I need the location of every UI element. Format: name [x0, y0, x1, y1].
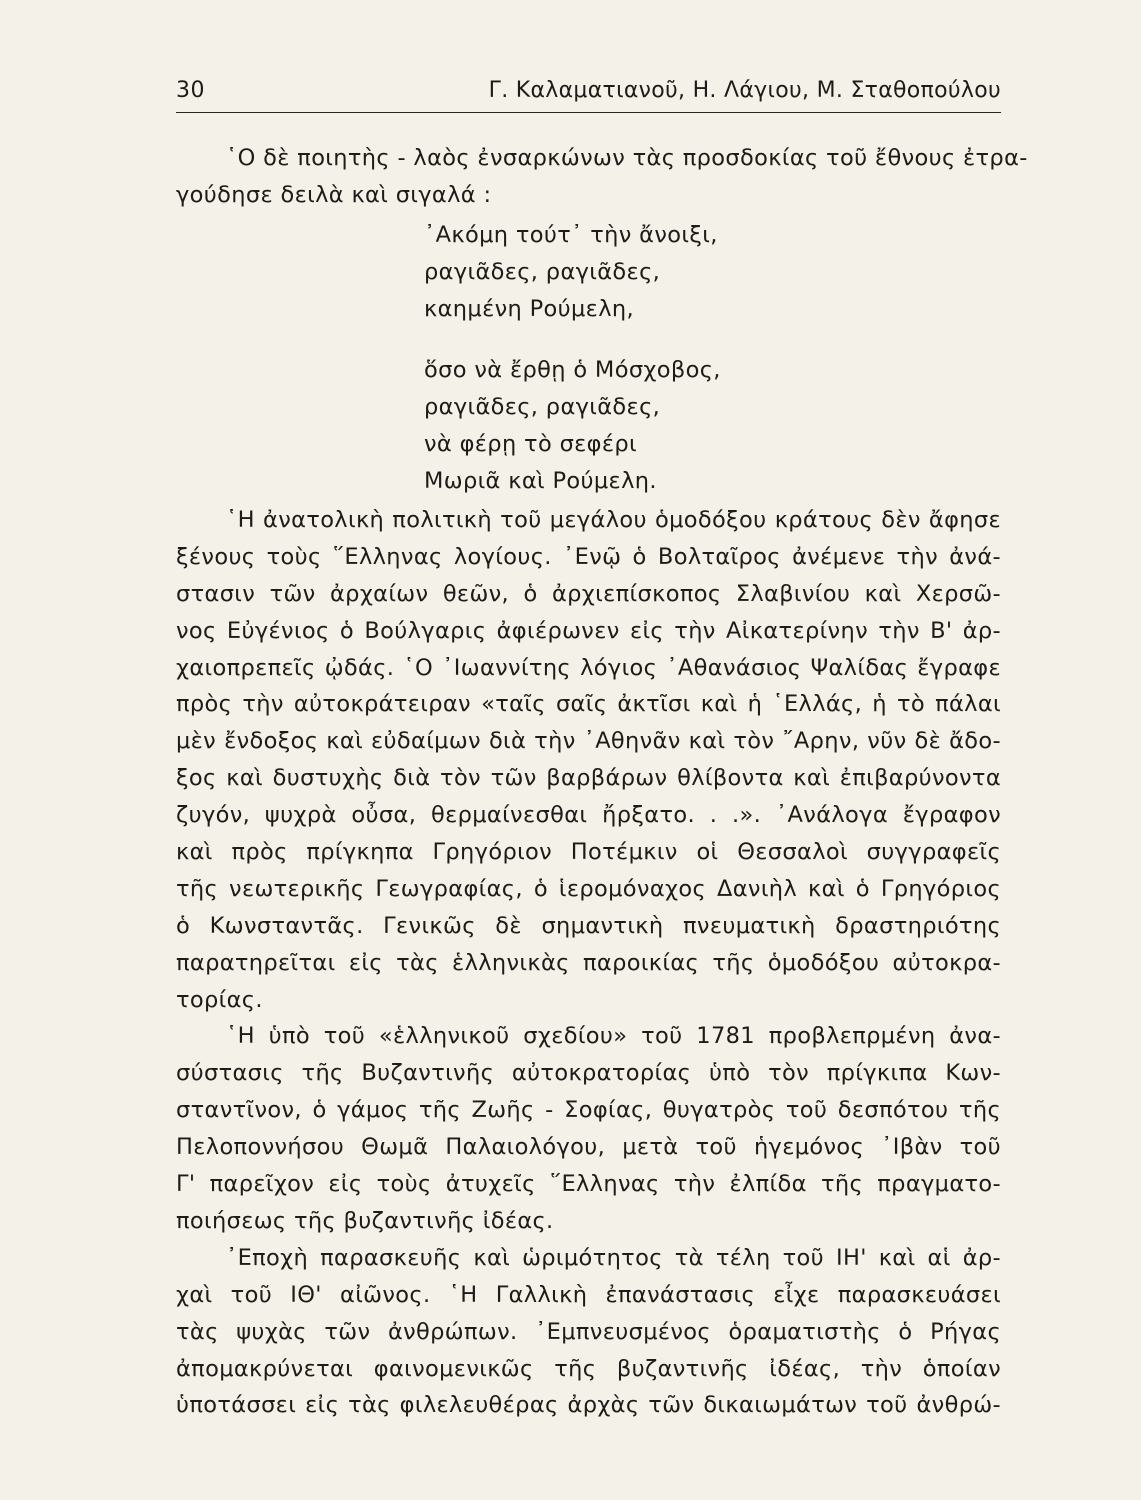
text-line: ὑποτάσσει εἰς τὰς φιλελευθέρας ἀρχὰς τῶν δικαιωμάτων τοῦ ἀνθρώ-: [176, 1392, 1001, 1419]
poem-line: ὅσο νὰ ἔρθῃ ὁ Μόσχοβος,: [424, 357, 721, 384]
poem-line: ᾿Ακόμη τούτ᾿ τὴν ἄνοιξι,: [424, 221, 718, 248]
text-line: ξος καὶ δυστυχὴς διὰ τὸν τῶν βαρβάρων θλίβοντα καὶ ἐπιβαρύνοντα: [176, 765, 1001, 792]
poem-line: ραγιᾶδες, ραγιᾶδες,: [424, 394, 661, 421]
text-line: παρατηρεῖται εἰς τὰς ἑλληνικὰς παροικίας τῆς ὁμοδόξου αὐτοκρα-: [176, 949, 1001, 976]
running-head: Γ. Καλαματιανοῦ, Η. Λάγιου, Μ. Σταθοπούλου: [488, 78, 1001, 103]
text-line: νος Εὐγένιος ὁ Βούλγαρις ἀφιέρωνεν εἰς τὴν Αἰκατερίνην τὴν Β' ἀρ-: [176, 617, 1001, 644]
page-header: [176, 78, 1001, 113]
text-line: σταντῖνον, ὁ γάμος τῆς Ζωῆς - Σοφίας, θυγατρὸς τοῦ δεσπότου τῆς: [176, 1097, 1001, 1124]
text-line: τῆς νεωτερικῆς Γεωγραφίας, ὁ ἱερομόναχος Δανιὴλ καὶ ὁ Γρηγόριος: [176, 875, 1001, 902]
text-line: ῾Η ἀνατολικὴ πολιτικὴ τοῦ μεγάλου ὁμοδόξου κράτους δὲν ἄφησε: [226, 507, 1001, 534]
text-line: ξένους τοὺς ῞Ελληνας λογίους. ᾿Ενῷ ὁ Βολταῖρος ἀνέμενε τὴν ἀνά-: [176, 543, 1001, 570]
body-text: [176, 140, 1028, 1424]
text-line: ᾿Εποχὴ παρασκευῆς καὶ ὡριμότητος τὰ τέλη τοῦ ΙΗ' καὶ αἱ ἀρ-: [226, 1244, 1001, 1271]
text-line: πρὸς τὴν αὐτοκράτειραν «ταῖς σαῖς ἀκτῖσι καὶ ἡ ῾Ελλάς, ἡ τὸ πάλαι: [176, 691, 1001, 718]
text-line: χαὶ τοῦ ΙΘ' αἰῶνος. ῾Η Γαλλικὴ ἐπανάστασις εἶχε παρασκευάσει: [176, 1281, 1001, 1308]
poem-line: νὰ φέρῃ τὸ σεφέρι: [424, 431, 637, 458]
text-line: ἀπομακρύνεται φαινομενικῶς τῆς βυζαντινῆς ἰδέας, τὴν ὁποίαν: [176, 1355, 1001, 1382]
poem-line: ραγιᾶδες, ραγιᾶδες,: [424, 258, 661, 285]
text-line: σύστασις τῆς Βυζαντινῆς αὐτοκρατορίας ὑπὸ τὸν πρίγκιπα Κων-: [176, 1060, 1001, 1087]
poem-line: καημένη Ρούμελη,: [424, 295, 634, 322]
text-line: τὰς ψυχὰς τῶν ἀνθρώπων. ᾿Εμπνευσμένος ὁραματιστὴς ὁ Ρήγας: [176, 1318, 1001, 1345]
text-line: ὁ Κωνσταντᾶς. Γενικῶς δὲ σημαντικὴ πνευματικὴ δραστηριότης: [176, 912, 1001, 939]
text-line: Γ' παρεῖχον εἰς τοὺς ἀτυχεῖς ῞Ελληνας τὴν ἐλπίδα τῆς πραγματο-: [176, 1171, 1001, 1198]
paragraph-2: [176, 1018, 1001, 1239]
text-line: ῾Ο δὲ ποιητὴς - λαὸς ἐνσαρκώνων τὰς προσδοκίας τοῦ ἔθνους ἐτρα-: [226, 145, 1028, 171]
paragraph-1: [176, 502, 1001, 1018]
text-line: ποιήσεως τῆς βυζαντινῆς ἰδέας.: [176, 1207, 554, 1234]
poem-stanza-1: [424, 217, 1001, 328]
text-line: στασιν τῶν ἀρχαίων θεῶν, ὁ ἀρχιεπίσκοπος Σλαβινίου καὶ Χερσῶ-: [176, 580, 1001, 607]
text-line: ῾Η ὑπὸ τοῦ «ἑλληνικοῦ σχεδίου» τοῦ 1781 προβλεπρμένη ἀνα-: [226, 1023, 1001, 1050]
text-line: μὲν ἔνδοξος καὶ εὐδαίμων διὰ τὴν ᾿Αθηνᾶν καὶ τὸν ῎Αρην, νῦν δὲ ἄδο-: [176, 728, 1001, 755]
text-line: καὶ πρὸς πρίγκηπα Γρηγόριον Ποτέμκιν οἱ Θεσσαλοὶ συγγραφεῖς: [176, 839, 1001, 866]
poem-line: Μωριᾶ καὶ Ρούμελη.: [424, 468, 657, 495]
page-number: 30: [176, 78, 205, 103]
poem-stanza-2: [424, 352, 1001, 500]
intro-paragraph: [176, 140, 1028, 214]
text-line: τορίας.: [176, 986, 263, 1013]
text-line: γούδησε δειλὰ καὶ σιγαλά :: [176, 181, 492, 208]
text-line: χαιοπρεπεῖς ᾠδάς. ῾Ο ᾿Ιωαννίτης λόγιος ᾿Αθανάσιος Ψαλίδας ἔγραφε: [176, 654, 1001, 681]
text-line: ζυγόν, ψυχρὰ οὖσα, θερμαίνεσθαι ἤρξατο. . .». ᾿Ανάλογα ἔγραφον: [176, 802, 1001, 829]
folk-song-verse: [176, 217, 1001, 500]
text-line: Πελοποννήσου Θωμᾶ Παλαιολόγου, μετὰ τοῦ ἡγεμόνος ᾿Ιβὰν τοῦ: [176, 1134, 1001, 1161]
paragraph-3: [176, 1240, 1001, 1424]
